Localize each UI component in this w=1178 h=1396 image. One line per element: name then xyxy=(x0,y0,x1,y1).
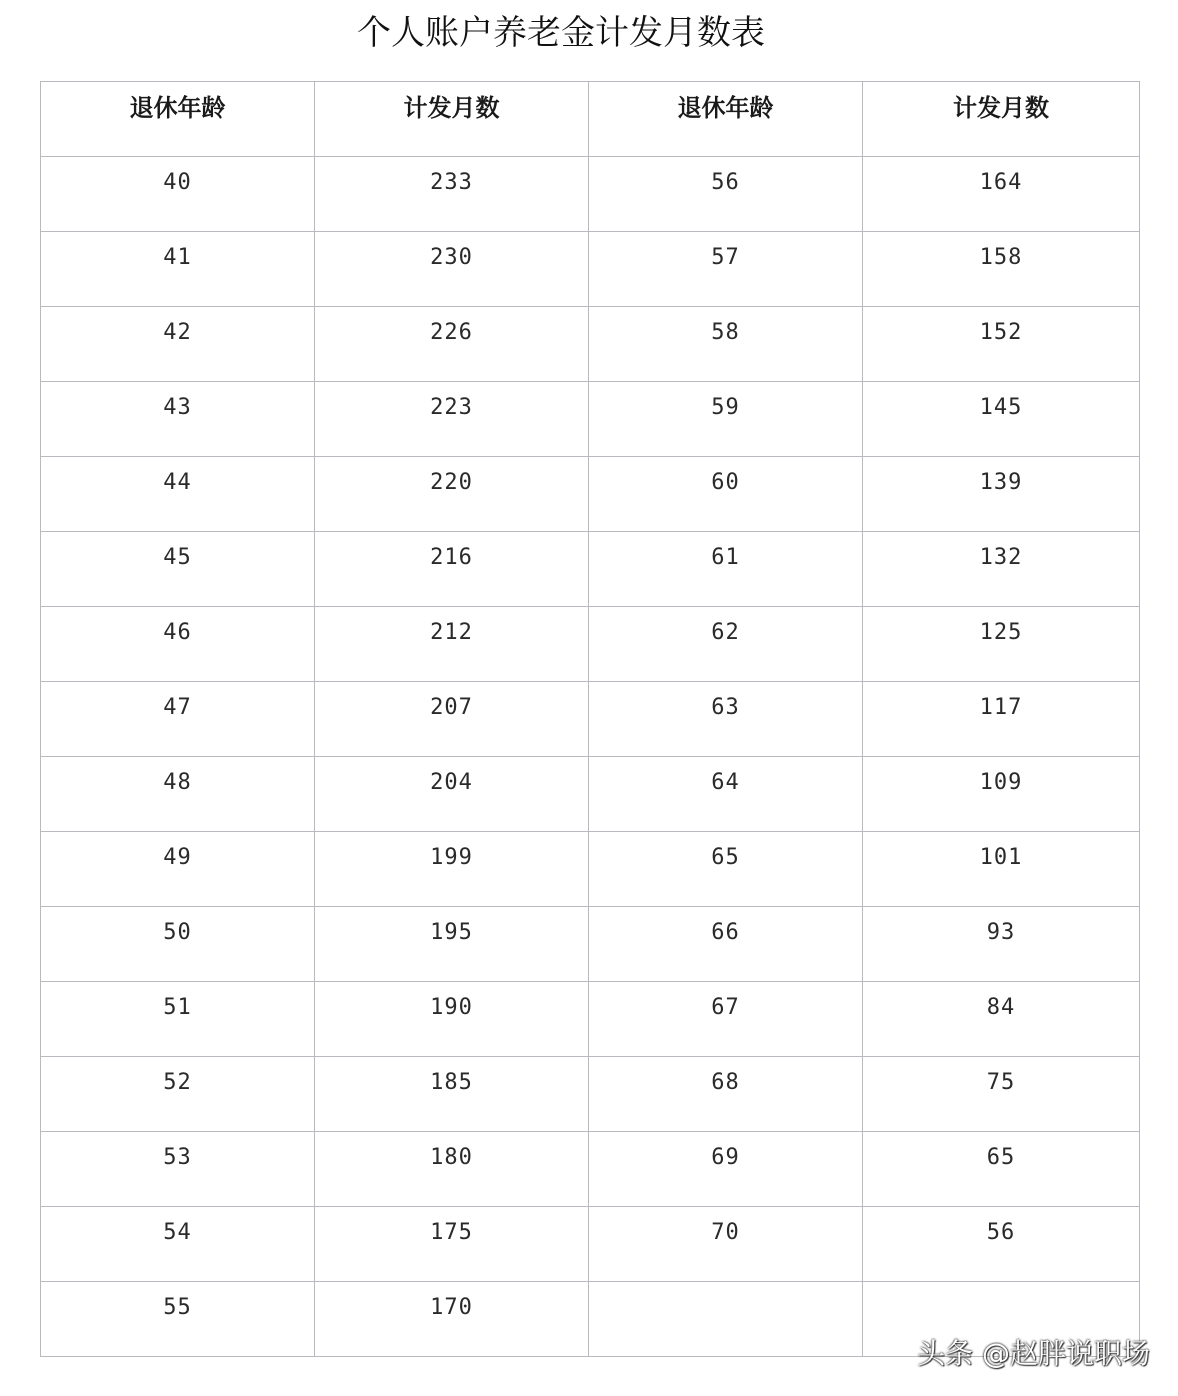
table-cell: 65 xyxy=(863,1132,1140,1207)
table-cell: 66 xyxy=(589,907,863,982)
table-cell: 132 xyxy=(863,532,1140,607)
table-cell: 58 xyxy=(589,307,863,382)
table-cell: 57 xyxy=(589,232,863,307)
table-cell: 55 xyxy=(41,1282,315,1357)
table-cell: 43 xyxy=(41,382,315,457)
table-row xyxy=(41,457,1140,532)
table-cell: 48 xyxy=(41,757,315,832)
table-header-row xyxy=(41,82,1140,157)
table-cell: 51 xyxy=(41,982,315,1057)
table-row xyxy=(41,382,1140,457)
table-cell: 63 xyxy=(589,682,863,757)
table-cell: 125 xyxy=(863,607,1140,682)
table-cell: 212 xyxy=(315,607,589,682)
table-cell: 93 xyxy=(863,907,1140,982)
table-cell: 117 xyxy=(863,682,1140,757)
table-cell: 61 xyxy=(589,532,863,607)
table-row xyxy=(41,907,1140,982)
table-row xyxy=(41,1057,1140,1132)
table-cell: 68 xyxy=(589,1057,863,1132)
table-cell: 101 xyxy=(863,832,1140,907)
table-cell: 67 xyxy=(589,982,863,1057)
table-cell: 216 xyxy=(315,532,589,607)
table-cell: 109 xyxy=(863,757,1140,832)
table-row xyxy=(41,532,1140,607)
table-cell: 40 xyxy=(41,157,315,232)
table-cell: 70 xyxy=(589,1207,863,1282)
table-cell: 223 xyxy=(315,382,589,457)
table-cell: 50 xyxy=(41,907,315,982)
table-cell: 139 xyxy=(863,457,1140,532)
table-cell: 84 xyxy=(863,982,1140,1057)
table-cell: 45 xyxy=(41,532,315,607)
table-cell: 64 xyxy=(589,757,863,832)
table-cell: 145 xyxy=(863,382,1140,457)
table-cell: 207 xyxy=(315,682,589,757)
table-cell: 164 xyxy=(863,157,1140,232)
table-cell: 69 xyxy=(589,1132,863,1207)
table-row xyxy=(41,157,1140,232)
table-row xyxy=(41,757,1140,832)
table-row xyxy=(41,982,1140,1057)
table-cell: 75 xyxy=(863,1057,1140,1132)
table-cell-empty xyxy=(589,1282,863,1357)
table-cell: 220 xyxy=(315,457,589,532)
table-cell: 170 xyxy=(315,1282,589,1357)
table-cell: 60 xyxy=(589,457,863,532)
header-months-1: 计发月数 xyxy=(315,82,589,157)
table-cell: 185 xyxy=(315,1057,589,1132)
table-row xyxy=(41,607,1140,682)
pension-months-table xyxy=(40,81,1140,1357)
table-cell: 65 xyxy=(589,832,863,907)
table-row xyxy=(41,1132,1140,1207)
table-cell: 62 xyxy=(589,607,863,682)
table-cell: 204 xyxy=(315,757,589,832)
table-cell: 49 xyxy=(41,832,315,907)
header-months-2: 计发月数 xyxy=(863,82,1140,157)
table-row xyxy=(41,1207,1140,1282)
table-cell: 190 xyxy=(315,982,589,1057)
table-cell: 226 xyxy=(315,307,589,382)
table-cell: 175 xyxy=(315,1207,589,1282)
table-cell: 46 xyxy=(41,607,315,682)
table-cell: 41 xyxy=(41,232,315,307)
table-cell: 199 xyxy=(315,832,589,907)
table-cell: 47 xyxy=(41,682,315,757)
table-row xyxy=(41,682,1140,757)
table-cell: 230 xyxy=(315,232,589,307)
page-title: 个人账户养老金计发月数表 xyxy=(357,13,765,53)
table-cell: 233 xyxy=(315,157,589,232)
header-retire-age-1: 退休年龄 xyxy=(41,82,315,157)
table-cell: 44 xyxy=(41,457,315,532)
table-cell: 59 xyxy=(589,382,863,457)
table-cell: 56 xyxy=(863,1207,1140,1282)
source-watermark: 头条 @赵胖说职场 xyxy=(917,1337,1150,1370)
header-retire-age-2: 退休年龄 xyxy=(589,82,863,157)
table-cell: 152 xyxy=(863,307,1140,382)
table-cell: 180 xyxy=(315,1132,589,1207)
table-cell: 56 xyxy=(589,157,863,232)
table-cell: 54 xyxy=(41,1207,315,1282)
table-cell: 158 xyxy=(863,232,1140,307)
table-cell: 52 xyxy=(41,1057,315,1132)
table-cell: 42 xyxy=(41,307,315,382)
table-row xyxy=(41,307,1140,382)
table-cell: 195 xyxy=(315,907,589,982)
table-cell: 53 xyxy=(41,1132,315,1207)
table-row xyxy=(41,232,1140,307)
table-row xyxy=(41,832,1140,907)
